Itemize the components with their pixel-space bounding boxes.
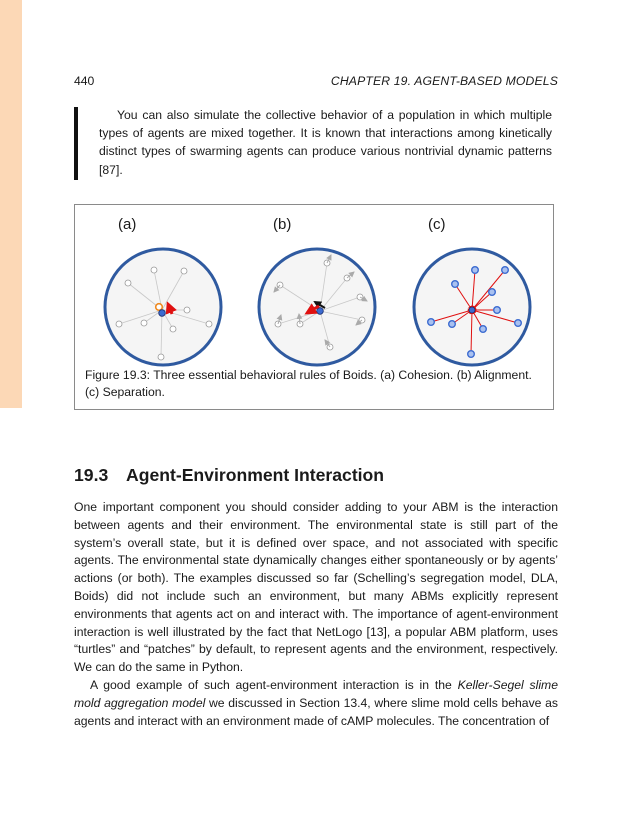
section-title: Agent-Environment Interaction	[126, 465, 385, 485]
paragraph-1: One important component you should consider adding to your ABM is the interaction between agents and their environment. The environmental state is still part of the system’s overall state, but it is defined over space, and not associated with specific agents. The environmental state dynamically changes either spontaneously or by agents’ actions (or both). The examples discussed so far (Schelling’s segregation model, DLA, Boids) did not include such an environment, but many ABMs explicitly represent environments that agents act on and interact with. The importance of agent-environment interaction is well illustrated by the fact that NetLogo [13], a popular ABM platform, uses “turtles” and “patches” by default, to represent agents and the environment, respectively. We can do the same in Python.	[74, 500, 558, 675]
note-bar	[74, 107, 78, 180]
paragraph-2	[74, 677, 558, 730]
page-number: 440	[74, 74, 95, 88]
panel-label-a: (a)	[118, 216, 137, 233]
focal-agent	[469, 307, 475, 313]
running-head	[74, 74, 558, 90]
page-edge-strip	[0, 0, 22, 408]
alignment-diagram	[244, 241, 394, 371]
paragraph-2-end: we discussed in Section 13.4, where slime mold cells behave as agents and interact with an environment made of cAMP molecules. The concentration of	[74, 695, 558, 728]
panel-cohesion	[89, 216, 239, 366]
exercise-note	[74, 106, 552, 179]
panel-label-b: (b)	[273, 216, 292, 233]
figure-19-3	[74, 204, 554, 410]
cohesion-diagram	[89, 241, 239, 371]
figure-caption: Figure 19.3: Three essential behavioral rules of Boids. (a) Cohesion. (b) Alignment. (c) Separation.	[85, 368, 532, 399]
focal-agent	[317, 308, 324, 315]
panel-alignment	[244, 216, 394, 366]
chapter-title: CHAPTER 19. AGENT-BASED MODELS	[330, 74, 558, 88]
note-text: You can also simulate the collective behavior of a population in which multiple types of agents are mixed together. It is known that interactions among kinetically distinct types of swarming agents can produce various nontrivial dynamic patterns [87].	[99, 108, 552, 177]
separation-diagram	[399, 241, 549, 371]
section-heading	[74, 465, 384, 486]
section-number: 19.3	[74, 465, 109, 485]
paragraph-2-start: A good example of such agent-environment interaction is in the	[90, 677, 458, 692]
center-of-mass-marker	[156, 304, 163, 311]
paragraph-2-emphasis: Keller-Segel slime mold aggregation model	[74, 677, 558, 710]
focal-agent	[159, 310, 166, 317]
body-text	[74, 499, 558, 730]
panel-separation	[399, 216, 549, 366]
panel-label-c: (c)	[428, 216, 446, 233]
